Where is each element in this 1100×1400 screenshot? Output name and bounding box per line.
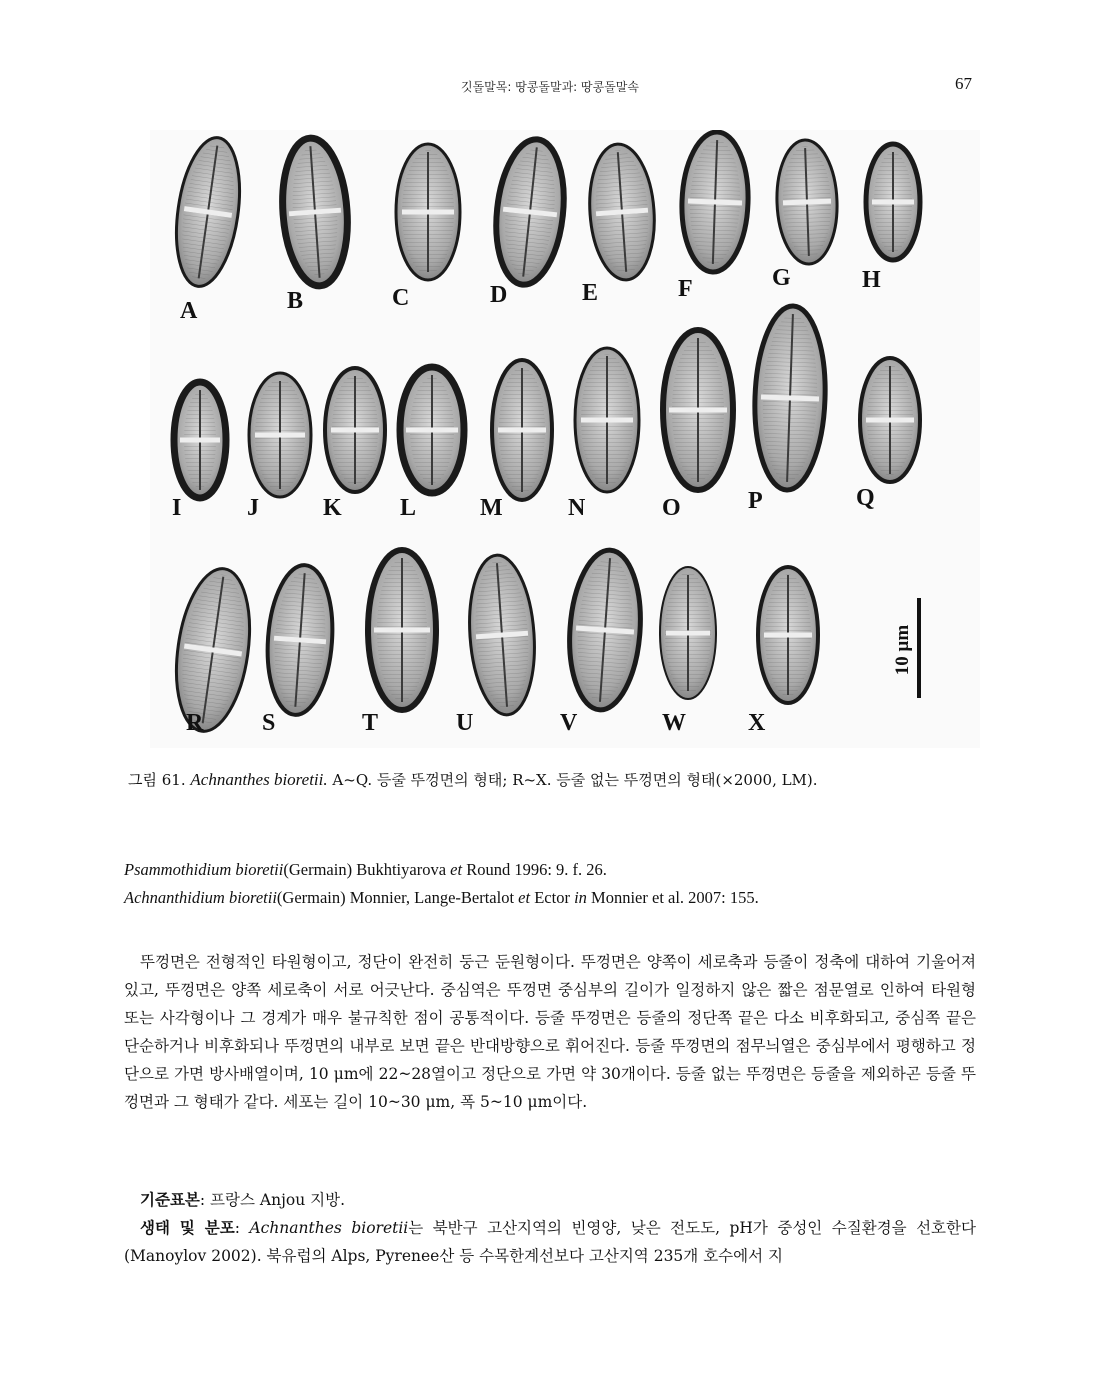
diatom-valve [278,136,352,288]
ecology-sep: : [234,1219,250,1237]
synonym-line [124,856,984,884]
synonym-et: et [518,888,531,907]
type-specimen-text: : 프랑스 Anjou 지방. [199,1191,345,1209]
panel-label-m: M [480,495,503,521]
synonym-ref: Monnier et al. 2007: 155. [586,888,759,907]
panel-label-l: L [400,495,417,521]
synonym-ref: Round 1996: 9. f. 26. [462,860,607,879]
panel-label-p: P [748,488,763,514]
diatom-valve [680,131,751,273]
diatom-valve [565,548,646,712]
synonym-list [124,856,984,912]
diatom-valve [174,382,226,498]
valve-central-area [783,201,831,203]
diatom-valve [585,142,658,282]
panel-label-r: R [186,710,204,736]
panel-label-b: B [287,288,304,314]
page-number: 67 [955,74,972,93]
diatom-valve [575,348,639,492]
panel-label-d: D [490,282,508,308]
panel-label-x: X [748,710,766,736]
micrograph-plate-svg [150,130,980,748]
figure-label: 그림 61. [128,771,186,789]
diatom-valve [263,563,337,717]
panel-label-a: A [180,298,198,324]
diatom-valve [464,553,539,717]
panel-label-h: H [862,267,881,293]
valve-central-area [688,201,742,203]
synonym-author: (Germain) Monnier, Lange-Bertalot [276,888,519,907]
diatom-valve [860,358,920,482]
micrograph-plate [150,130,980,748]
type-specimen-label: 기준표본 [140,1190,200,1209]
panel-label-e: E [582,280,599,306]
panel-label-v: V [560,710,578,736]
ecology-text: 는 북반구 고산지역의 빈영양, 낮은 전도도, pH가 중성인 수질환경을 선호한다(Manoylov 2002). 북유럽의 Alps, Pyrenee산 등 수목한계선보다 고산지역 235개 호수에서 지 [124,1219,976,1265]
diatom-valve [396,144,460,280]
valve-central-area [761,397,819,399]
synonym-in: in [574,888,587,907]
panel-label-g: G [772,265,791,291]
figure-caption [128,769,988,790]
panel-label-j: J [247,495,259,521]
diatom-valve [368,550,436,710]
diatom-valve [490,136,571,288]
diatom-valve [168,134,248,291]
caption-text: A~Q. 등줄 뚜껑면의 형태; R~X. 등줄 없는 뚜껑면의 형태(×2000, LM). [332,771,818,789]
scale-bar-label: 10 μm [892,624,913,676]
synonym-line [124,884,984,912]
caption-species: Achnanthes bioretii. [190,770,328,789]
panel-label-i: I [172,495,182,521]
running-head: 깃돌말목: 땅콩돌말과: 땅콩돌말속 [460,80,639,94]
panel-label-o: O [662,495,681,521]
diatom-valve [400,367,464,493]
scale-bar-line [917,598,921,698]
diatom-valve [167,564,259,736]
diatom-valve [758,567,818,703]
synonym-et: et [450,860,463,879]
synonym-name: Achnanthidium bioretii [124,888,277,907]
ecology-distribution [124,1214,976,1270]
diatom-valve [866,144,920,260]
description [124,948,976,1116]
diatom-valve [325,368,385,492]
diatom-valve [752,305,828,491]
ecology-species: Achnanthes bioretii [249,1219,409,1237]
type-specimen [124,1186,976,1214]
synonym-author: (Germain) Bukhtiyarova [283,860,451,879]
panel-label-k: K [323,495,342,521]
panel-label-q: Q [856,485,875,511]
diatom-valve [663,330,733,490]
diatom-valve [775,139,839,265]
panel-label-u: U [456,710,474,736]
panel-label-t: T [362,710,379,736]
description-paragraph: 뚜껑면은 전형적인 타원형이고, 정단이 완전히 둥근 둔원형이다. 뚜껑면은 양쪽이 세로축과 등줄이 정축에 대하여 기울어져 있고, 뚜껑면은 양쪽 세로축이 서로 어긋난다. 중심역은 뚜껑면 중심부의 길이가 일정하지 않은 짧은 점문열로 인하여 타원형 또는 사각형이나 그 경계가 매우 불규칙한 점이 공통적이다. 등줄 뚜껑면은 등줄의 정단쪽 끝은 다소 비후화되고, 중심쪽 끝은 단순하거나 비후화되나 뚜껑면의 내부로 보면 끝은 반대방향으로 휘어진다. 등줄 뚜껑면의 점무늬열은 중심부에서 평행하고 정단으로 가면 방사배열이며, 10 μm에 22~28열이고 정단으로 가면 약 30개이다. 등줄 없는 뚜껑면은 등줄을 제외하곤 등줄 뚜껑면과 그 형태가 같다. 세포는 길이 10~30 μm, 폭 5~10 μm이다. [124,953,976,1111]
panel-label-w: W [662,710,686,736]
panel-label-c: C [392,285,410,311]
scale-bar [892,598,921,698]
ecology-label: 생태 및 분포 [140,1218,235,1237]
diatom-valve [660,567,716,699]
panel-label-s: S [262,710,276,736]
panel-label-f: F [678,276,693,302]
synonym-name: Psammothidium bioretii [124,860,284,879]
diatom-valve [249,373,311,497]
diatom-valve [492,360,552,500]
panel-label-n: N [568,495,586,521]
synonym-author-b: Ector [530,888,575,907]
